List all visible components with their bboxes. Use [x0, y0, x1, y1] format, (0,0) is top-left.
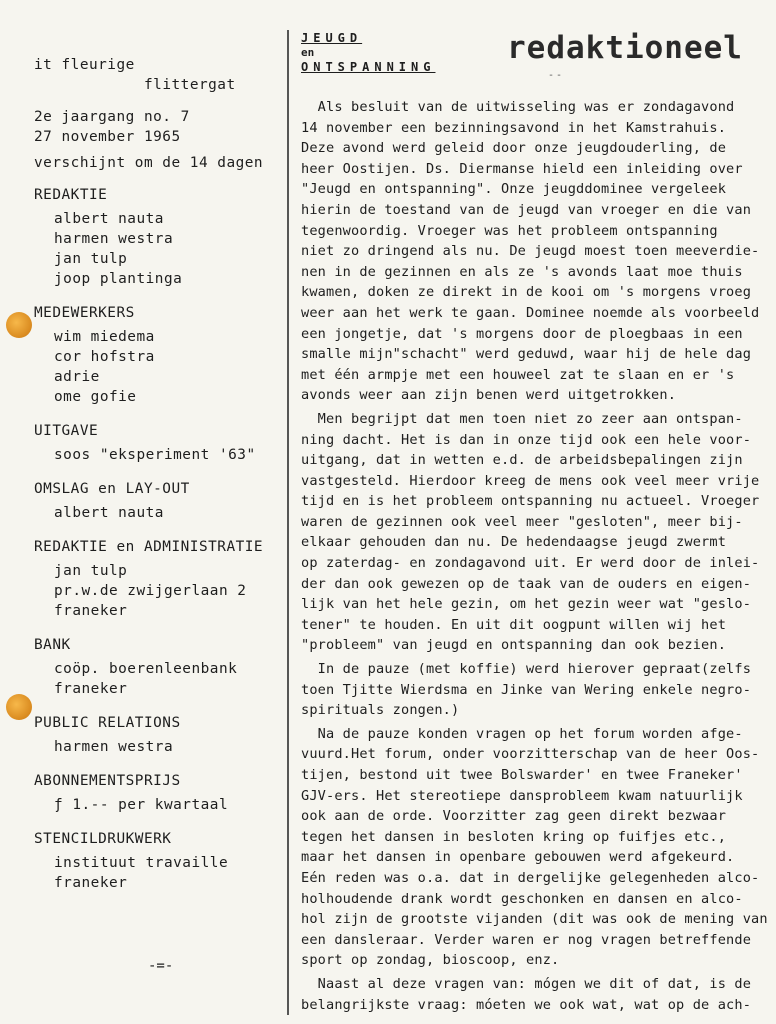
medewerker: adrie [54, 369, 100, 385]
newsletter-title-line1: it fleurige [34, 57, 135, 73]
punch-hole-bottom [6, 694, 32, 720]
medewerker: wim miedema [54, 329, 155, 345]
issue-number: 2e jaargang no. 7 [34, 109, 190, 125]
omslag-value: albert nauta [54, 505, 164, 521]
bank-heading: BANK [34, 637, 71, 653]
article-paragraph: Men begrijpt dat men toen niet zo zeer aan ontspan- ning dacht. Het is dan in onze tijd ook een hele voor- uitgang, dat in wetten e.d. de arbeidsbepalingen zijn vastgesteld. Hierdoor kreeg de mens ook veel meer vrije tijd en is het probleem ontspanning nu actueel. Vroeger waren de gezinnen ook veel meer "gesloten", meer bij- elkaar gehouden dan nu. De hedendaagse jeugd zwermt op zaterdag- en zondagavond uit. Er werd door de inlei- der dan ook gewezen op de taak van de ouders en eigen- lijk van het hele gezin, om het gezin weer wat "geslo- tener" te houden. En uit dit oogpunt willen wij het "probleem" van jeugd en ontspanning dan ook bezien. [301, 410, 760, 654]
medewerker: cor hofstra [54, 349, 155, 365]
stencildrukwerk-line: franeker [54, 875, 128, 891]
medewerkers-heading: MEDEWERKERS [34, 305, 135, 321]
frequency: verschijnt om de 14 dagen [34, 155, 264, 171]
newsletter-title-line2: flittergat [144, 77, 236, 93]
article-paragraph: Na de pauze konden vragen op het forum worden afge- vuurd.Het forum, onder voorzitterschap van de heer Oos- tijen, bestond uit twee Bolswarder' en twee Franeker' GJV-ers. Het stereotiepe dansprobleem kwam natuurlijk ook aan de orde. Voorzitter zag geen direkt bezwaar tegen het dansen in besloten kring op fuifjes etc., maar het dansen in openbare gebouwen werd afgekeurd. Eén reden was o.a. dat in dergelijke gelegenheden alco- holhoudende drank wordt geschonken en dansen en alco- hol zijn de grootste vijanden (dit was ook de mening van een dansleraar. Verder waren er nog vragen betreffende sport op zondag, bioscoop, enz. [301, 725, 768, 969]
stencildrukwerk-heading: STENCILDRUKWERK [34, 831, 172, 847]
masthead-redaktioneel: redaktioneel [507, 30, 743, 66]
redaktie-member: jan tulp [54, 251, 128, 267]
column-divider [287, 30, 289, 1015]
article-body [301, 97, 769, 1018]
administratie-heading: REDAKTIE en ADMINISTRATIE [34, 539, 264, 555]
administratie-line: pr.w.de zwijgerlaan 2 [54, 583, 247, 599]
uitgave-heading: UITGAVE [34, 423, 99, 439]
uitgave-value: soos "eksperiment '63" [54, 447, 256, 463]
section-title-en: en [301, 46, 315, 59]
colophon [34, 55, 284, 893]
omslag-heading: OMSLAG en LAY-OUT [34, 481, 190, 497]
masthead-sub: -- [548, 70, 565, 81]
redaktie-member: albert nauta [54, 211, 164, 227]
redaktie-heading: REDAKTIE [34, 187, 108, 203]
abonnementsprijs-value: ƒ 1.-- per kwartaal [54, 797, 229, 813]
public-relations-heading: PUBLIC RELATIONS [34, 715, 181, 731]
redaktie-member: harmen westra [54, 231, 174, 247]
bank-line: coöp. boerenleenbank [54, 661, 238, 677]
issue-date: 27 november 1965 [34, 129, 181, 145]
section-title-jeugd: JEUGD [301, 31, 363, 45]
public-relations-value: harmen westra [54, 739, 174, 755]
article-paragraph: Als besluit van de uitwisseling was er zondagavond 14 november een bezinningsavond in het Kamstrahuis. Deze avond werd geleid door onze jeugdouderling, de heer Oostijen. Ds. Diermanse hield een inleiding over "Jeugd en ontspanning". Onze jeugddominee vergeleek hierin de toestand van de jeugd van vroeger en die van tegenwoordig. Vroeger was het probleem ontspanning niet zo dringend als nu. De jeugd moest toen meeverdie- nen in de gezinnen en als ze 's avonds laat moe thuis kwamen, doken ze direkt in de kooi om 's morgens vroeg weer aan het werk te gaan. Dominee noemde als voorbeeld een jongetje, dat 's morgens door de ploegbaas in een smalle mijn"schacht" werd geduwd, waar hij de hele dag met één armpje met een houweel zat te slaan en er 's avonds weer aan zijn benen werd uitgetrokken. [301, 99, 760, 404]
article-paragraph: In de pauze (met koffie) werd hierover gepraat(zelfs toen Tjitte Wierdsma en Jinke van Wering enkele negro- spirituals zongen.) [301, 661, 752, 719]
medewerker: ome gofie [54, 389, 137, 405]
article-paragraph: Naast al deze vragen van: mógen we dit of dat, is de belangrijkste vraag: móeten we ook wat, wat op de ach- [301, 975, 752, 1013]
end-mark: -=- [148, 958, 174, 974]
stencildrukwerk-line: instituut travaille [54, 855, 229, 871]
abonnementsprijs-heading: ABONNEMENTSPRIJS [34, 773, 181, 789]
administratie-line: jan tulp [54, 563, 128, 579]
bank-line: franeker [54, 681, 128, 697]
administratie-line: franeker [54, 603, 128, 619]
punch-hole-top [6, 312, 32, 338]
section-title-ontspanning: ONTSPANNING [301, 60, 436, 74]
redaktie-member: joop plantinga [54, 271, 183, 287]
